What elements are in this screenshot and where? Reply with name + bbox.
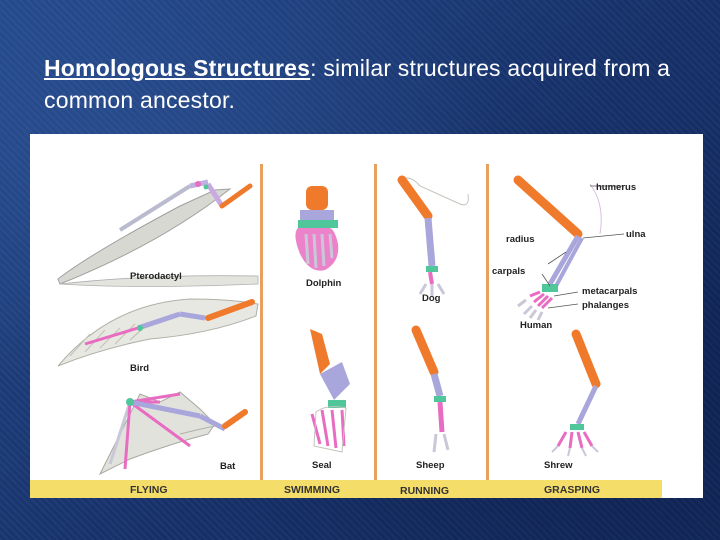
label-dog: Dog xyxy=(422,293,441,304)
label-bat: Bat xyxy=(220,461,236,472)
homologous-structures-figure xyxy=(30,134,703,498)
human-limb xyxy=(492,180,646,331)
label-bird: Bird xyxy=(130,363,149,374)
label-ulna: ulna xyxy=(626,229,646,240)
label-metacarpals: metacarpals xyxy=(582,286,638,297)
label-dolphin: Dolphin xyxy=(306,278,342,289)
pterodactyl-limb xyxy=(58,181,258,287)
seal-limb xyxy=(310,329,350,471)
label-phalanges: phalanges xyxy=(582,300,629,311)
divider-line xyxy=(486,164,489,480)
label-pterodactyl: Pterodactyl xyxy=(130,271,182,282)
label-humerus: humerus xyxy=(596,182,637,193)
label-radius: radius xyxy=(506,234,535,245)
label-seal: Seal xyxy=(312,460,332,471)
title-definition: : similar structures acquired from a common ancestor. xyxy=(44,55,671,113)
dolphin-limb xyxy=(295,186,341,289)
title-term: Homologous Structures xyxy=(44,55,311,81)
bird-limb xyxy=(58,299,258,374)
dog-limb xyxy=(400,178,468,304)
label-human: Human xyxy=(520,320,553,331)
slide-title xyxy=(44,52,684,116)
bat-limb xyxy=(100,392,245,474)
shrew-limb xyxy=(544,334,598,471)
category-running: RUNNING xyxy=(400,485,449,497)
label-sheep: Sheep xyxy=(416,460,445,471)
sheep-limb xyxy=(416,330,448,471)
divider-line xyxy=(260,164,263,480)
divider-line xyxy=(374,164,377,480)
label-carpals: carpals xyxy=(492,266,526,277)
limb-diagram xyxy=(30,134,703,498)
label-shrew: Shrew xyxy=(544,460,573,471)
category-swimming: SWIMMING xyxy=(284,484,340,496)
category-grasping: GRASPING xyxy=(544,484,601,496)
category-flying: FLYING xyxy=(130,484,168,496)
